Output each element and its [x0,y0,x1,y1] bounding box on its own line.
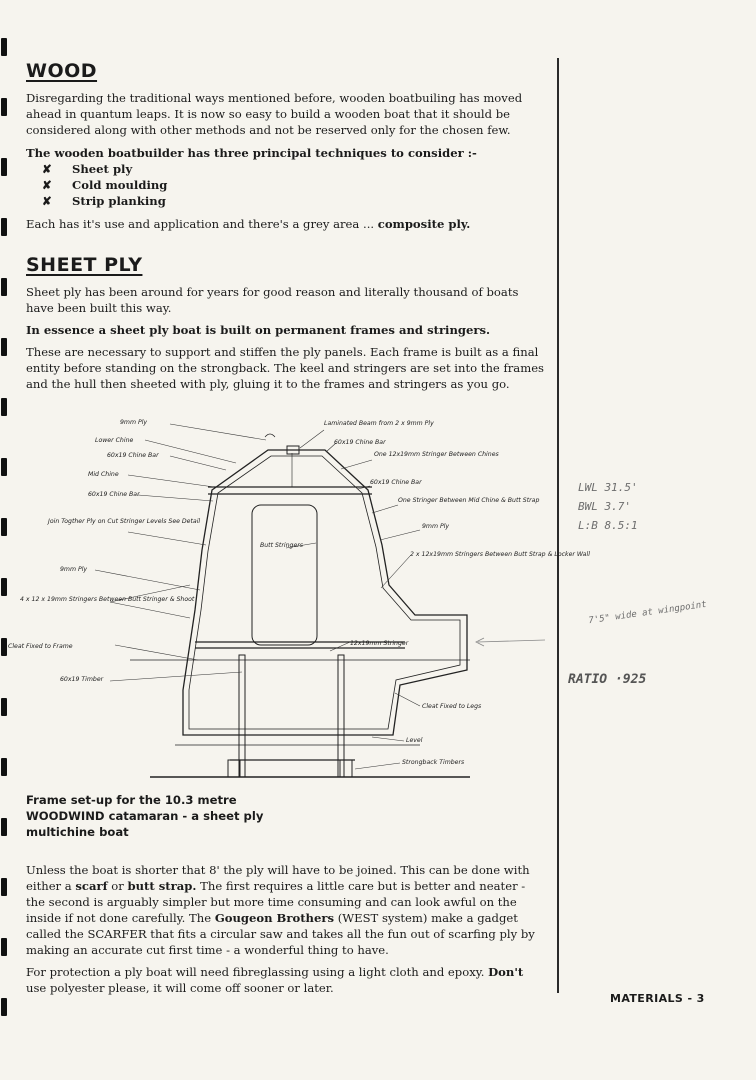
diagram-label: 2 x 12x19mm Stringers Between Butt Strap & Locker Wall [410,551,590,558]
caption-line: multichine boat [26,825,129,839]
sheet-ply-frames: These are necessary to support and stiffen the ply panels. Each frame is built as a final entity before standing on the strongback. The keel and stringers are set into the frames and the hull then sheeted with ply, gluing it to the frames and stringers as you go. [26,345,545,391]
caption-line: WOODWIND catamaran - a sheet ply [26,809,264,823]
diagram-label: Level [406,737,423,744]
figure-caption [26,792,546,840]
diagram-label: Lower Chine [95,437,134,444]
cross-icon: ✘ [42,162,52,176]
frame-setup-diagram [0,405,590,790]
list-item: ✘ Sheet ply [42,162,133,176]
handwritten-lb: L:B 8.5:1 [578,519,638,532]
sheet-ply-intro: Sheet ply has been around for years for good reason and literally thousand of boats have been built this way. [26,285,519,315]
diagram-label: Cleat Fixed to Legs [422,703,482,710]
cross-icon: ✘ [42,178,52,192]
diagram-label: 60x19 Chine Bar [88,491,140,498]
diagram-label: 60x19 Chine Bar [334,439,386,446]
joining-paragraph: Unless the boat is shorter that 8' the ply will have to be joined. This can be done with either a scarf or butt strap. The first requires a little care but is better and neater - the second is arguably simpler but more time consuming and can look awful on the inside if not done carefully. The Gougeon Brothers (WEST system) make a gadget called the SCARFER that fits a circular saw and takes all the fun out of scarfing ply by making an accurate cut first time - a wonderful thing to have. [26,863,535,957]
grey-area-text: Each has it's use and application and there's a grey area ... composite ply. [26,217,471,231]
caption-line: Frame set-up for the 10.3 metre [26,793,237,807]
handwritten-width-note: 7'5" wide at wingpoint [587,599,708,627]
column-divider [557,58,559,993]
handwritten-lwl: LWL 31.5' [578,481,638,494]
page-footer: MATERIALS - 3 [610,992,705,1005]
handwritten-dimensions [578,478,638,535]
diagram-label: One Stringer Between Mid Chine & Butt Strap [398,497,540,504]
diagram-label: 9mm Ply [60,566,88,573]
diagram-label: Cleat Fixed to Frame [8,643,73,650]
diagram-label: 12x19mm Stringer [350,640,409,647]
arrow-icon [478,640,545,642]
sheet-ply-section [26,254,546,392]
techniques-list [26,161,546,209]
diagram-label: 60x19 Chine Bar [107,452,159,459]
list-item: ✘ Cold moulding [42,178,168,192]
joining-section [26,862,546,996]
handwritten-bwl: BWL 3.7' [578,500,631,513]
diagram-label: Laminated Beam from 2 x 9mm Ply [324,420,434,427]
diagram-label: 60x19 Timber [60,676,104,683]
wood-heading: WOOD [26,60,98,82]
list-item: ✘ Strip planking [42,194,166,208]
diagram-label: Join Togther Ply on Cut Stringer Levels See Detail [48,518,201,525]
sheet-ply-essence: In essence a sheet ply boat is built on permanent frames and stringers. [26,323,491,337]
diagram-label: Strongback Timbers [402,759,465,766]
diagram-label: 4 x 12 x 19mm Stringers Between Butt Stringer & Shoot [20,596,195,603]
protection-paragraph: For protection a ply boat will need fibreglassing using a light cloth and epoxy. Don't use polyester please, it will come off sooner or later. [26,965,524,995]
techniques-heading: The wooden boatbuilder has three principal techniques to consider :- [26,146,477,160]
diagram-label: 9mm Ply [120,419,148,426]
diagram-label: 9mm Ply [422,523,450,530]
sheet-ply-heading: SHEET PLY [26,254,143,276]
diagram-label: Butt Stringers [260,542,304,549]
wood-section [26,60,546,232]
cross-icon: ✘ [42,194,52,208]
diagram-label: 60x19 Chine Bar [370,479,422,486]
wood-intro: Disregarding the traditional ways mentioned before, wooden boatbuiling has moved ahead in quantum leaps. It is now so easy to build a wooden boat that it should be considered along with other methods and not be reserved only for the chosen few. [26,91,523,137]
diagram-label: One 12x19mm Stringer Between Chines [374,451,499,458]
diagram-label: Mid Chine [88,471,119,478]
handwritten-ratio: RATIO ·925 [568,672,647,687]
